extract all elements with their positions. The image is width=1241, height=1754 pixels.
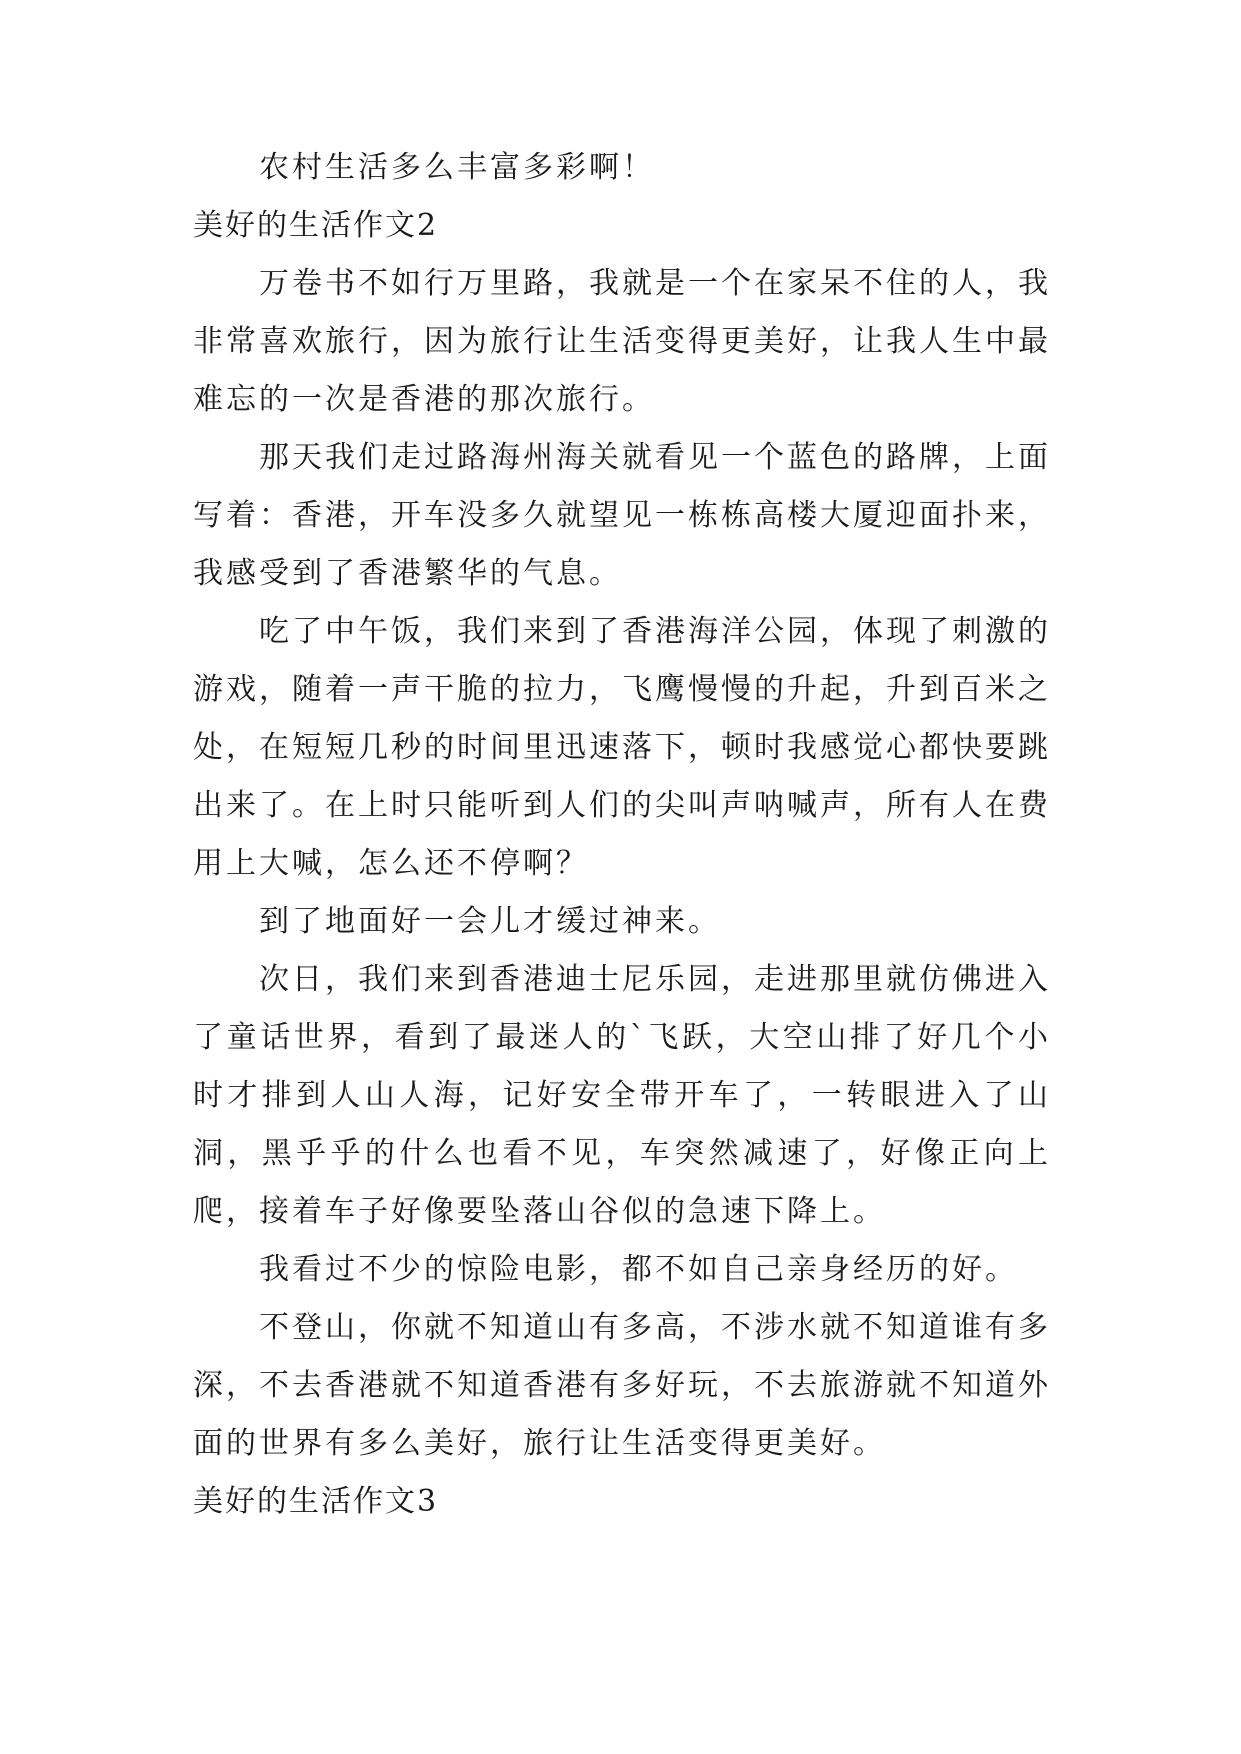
paragraph-arrival: 那天我们走过路海州海关就看见一个蓝色的路牌，上面写着：香港，开车没多久就望见一栋栋高楼大厦迎面扑来，我感受到了香港繁华的气息。 xyxy=(193,440,1051,591)
paragraph-ocean-park: 吃了中午饭，我们来到了香港海洋公园，体现了刺激的游戏，随着一声干脆的拉力，飞鹰慢慢的升起，升到百米之处，在短短几秒的时间里迅速落下，顿时我感觉心都快要跳出来了。在上时只能听到人们的尖叫声呐喊声，所有人在费用上大喊，怎么还不停啊？ xyxy=(193,614,1051,881)
paragraph-closing-line: 农村生活多么丰富多彩啊！ xyxy=(259,150,655,185)
paragraph-intro: 万卷书不如行万里路，我就是一个在家呆不住的人，我非常喜欢旅行，因为旅行让生活变得更美好，让我人生中最难忘的一次是香港的那次旅行。 xyxy=(193,266,1051,417)
section-heading-essay-3: 美好的生活作文3 xyxy=(193,1484,439,1519)
essay-text-block xyxy=(193,139,1051,1531)
section-heading-essay-2: 美好的生活作文2 xyxy=(193,208,439,243)
paragraph-conclusion: 不登山，你就不知道山有多高，不涉水就不知道谁有多深，不去香港就不知道香港有多好玩，不去旅游就不知道外面的世界有多么美好，旅行让生活变得更美好。 xyxy=(193,1310,1051,1461)
paragraph-disneyland: 次日，我们来到香港迪士尼乐园，走进那里就仿佛进入了童话世界，看到了最迷人的`飞跃，大空山排了好几个小时才排到人山人海，记好安全带开车了，一转眼进入了山洞，黑乎乎的什么也看不见，车突然减速了，好像正向上爬，接着车子好像要坠落山谷似的急速下降上。 xyxy=(193,962,1051,1229)
paragraph-movies: 我看过不少的惊险电影，都不如自己亲身经历的好。 xyxy=(259,1252,1018,1287)
paragraph-recovery: 到了地面好一会儿才缓过神来。 xyxy=(259,904,721,939)
